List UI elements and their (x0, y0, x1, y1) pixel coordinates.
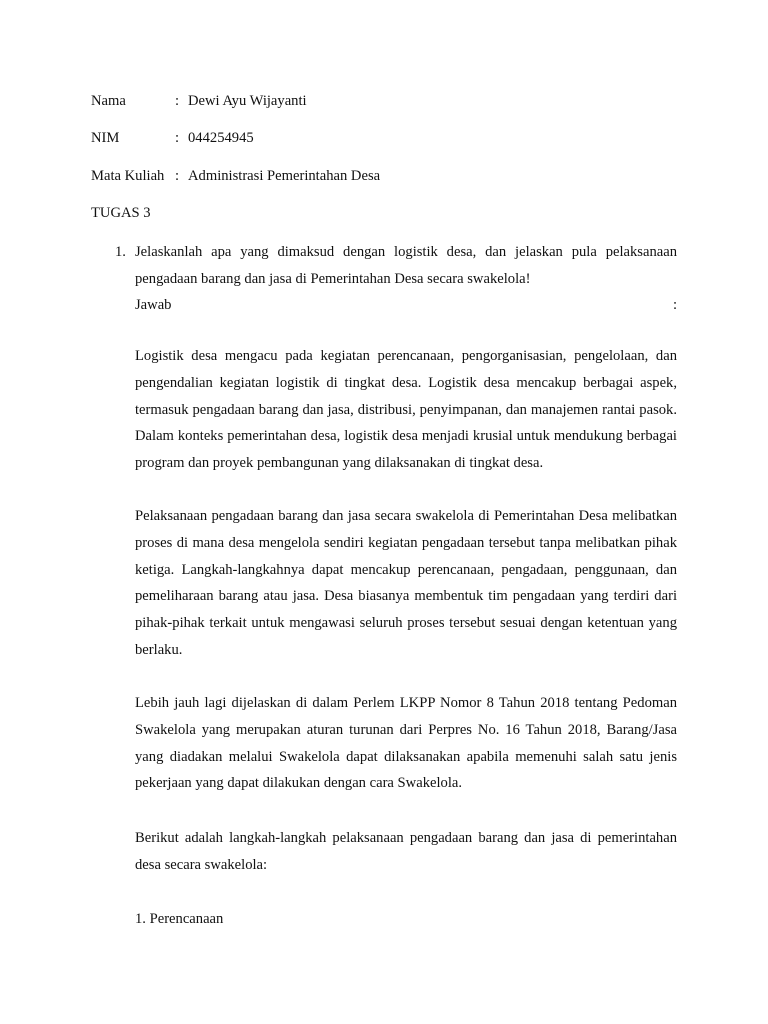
answer-label: Jawab (135, 297, 172, 313)
answer-paragraph-3: Lebih jauh lagi dijelaskan di dalam Perlem LKPP Nomor 8 Tahun 2018 tentang Pedoman Swakelola yang merupakan aturan turunan dari Perpres No. 16 Tahun 2018, Barang/Jasa yang diadakan melalui Swakelola dapat dilaksanakan apabila memenuhi salah satu jenis pekerjaan yang dapat dilakukan dengan cara Swakelola. (135, 695, 677, 792)
name-separator: : (175, 93, 180, 109)
answer-paragraph-4: Berikut adalah langkah-langkah pelaksanaan pengadaan barang dan jasa di pemerintahan desa secara swakelola: (135, 830, 677, 873)
course-separator: : (175, 168, 180, 184)
question-number: 1. (115, 244, 126, 260)
answer-paragraph-2: Pelaksanaan pengadaan barang dan jasa secara swakelola di Pemerintahan Desa melibatkan proses di mana desa mengelola sendiri kegiatan pengadaan tersebut tanpa melibatkan pihak ketiga. Langkah-langkahnya dapat mencakup perencanaan, pengadaan, penggunaan, dan pemeliharaan barang atau jasa. Desa biasanya membentuk tim pengadaan yang terdiri dari pihak-pihak terkait untuk mengawasi seluruh proses tersebut sesuai dengan ketentuan yang berlaku. (135, 508, 677, 658)
nim-label: NIM (91, 130, 120, 146)
nim-separator: : (175, 130, 180, 146)
task-title: TUGAS 3 (91, 205, 151, 221)
answer-separator: : (672, 297, 677, 313)
step-heading: 1. Perencanaan (135, 911, 224, 927)
nim-value: 044254945 (188, 130, 254, 146)
course-value: Administrasi Pemerintahan Desa (188, 168, 381, 184)
answer-label-row (135, 295, 677, 315)
name-label: Nama (91, 93, 126, 109)
name-value: Dewi Ayu Wijayanti (188, 93, 307, 109)
answer-paragraph-1: Logistik desa mengacu pada kegiatan perencanaan, pengorganisasian, pengelolaan, dan pengendalian kegiatan logistik di tingkat desa. Logistik desa mencakup berbagai aspek, termasuk pengadaan barang dan jasa, distribusi, penyimpanan, dan manajemen rantai pasok. Dalam konteks pemerintahan desa, logistik desa menjadi krusial untuk mendukung berbagai program dan proyek pembangunan yang dilaksanakan di tingkat desa. (135, 348, 677, 472)
course-label: Mata Kuliah (91, 168, 165, 184)
question-text: Jelaskanlah apa yang dimaksud dengan logistik desa, dan jelaskan pula pelaksanaan pengadaan barang dan jasa di Pemerintahan Desa secara swakelola! (135, 244, 677, 287)
